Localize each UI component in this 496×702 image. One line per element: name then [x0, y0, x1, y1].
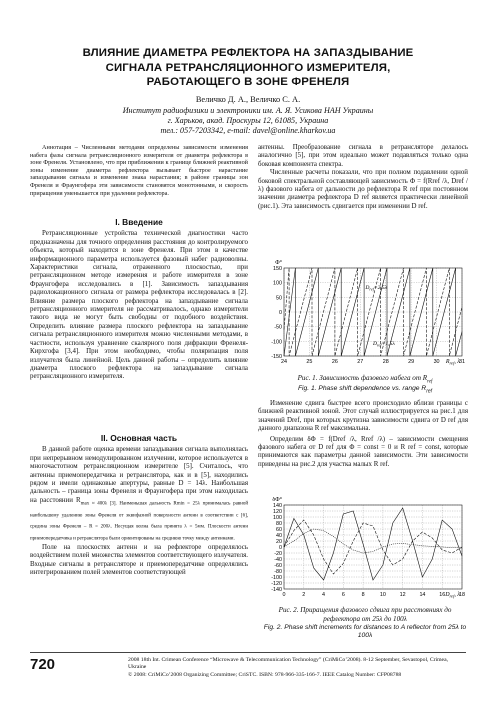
y-tick-label: -140 — [271, 587, 282, 593]
abstract — [30, 144, 248, 197]
main-text-2: Поле на плоскостях антенн и на рефлекторе определялось воздействием полей множества элементов соответствующего излучателя. Входные сигналы в ретрансляторе и приемопередатчике определялись интегрированием полей элементов соответствующей — [30, 543, 248, 577]
x-tick-label: 28 — [382, 359, 389, 365]
x-tick-label: 31 — [459, 359, 465, 365]
y-tick-label: 0 — [279, 545, 282, 551]
x-tick-label: 2 — [302, 592, 306, 598]
fig2-caption-ru: Рис. 2. Приращения фазового сдвига при расстояниях до рефлектора от 25λ до 100λ — [278, 606, 452, 623]
y-tick-label: -20 — [274, 551, 282, 557]
y-tick-label: 100 — [273, 515, 282, 521]
x-tick-label: 0 — [282, 592, 286, 598]
y-tick-label: -120 — [271, 581, 282, 587]
authors: Величко Д. А., Величко С. А. — [195, 95, 301, 104]
y-tick-label: 50 — [276, 295, 282, 302]
y-tick-label: 80 — [276, 521, 282, 527]
abstract-text: Аннотация – Численными методами определены зависимости изменения набега фазы сигнала ретрансляционного измерителя от диаметра рефлектора в зоне Френеля. Установлено, что при приближении к границе ближней реактивной зоны изменение диаметра рефлектора вызывает быстрое нарастание запаздывания сигнала и изменение знака нарастания; в районе границы зон Френеля и Фраунгофера эти зависимости становятся монотонными, и скорость приращения уменьшается при удалении рефлектора. — [30, 144, 248, 197]
y-tick-label: -100 — [271, 339, 282, 346]
x-tick-label: 10 — [379, 592, 386, 598]
x-tick-label: 18 — [459, 592, 465, 598]
y-tick-label: 140 — [273, 503, 282, 509]
right-text-2: Численные расчеты показали, что при полном подавлении одной боковой спектральной составляющей зависимость Φ = f(Rref /λ, Dref /λ) фазового набега от дальности до рефлектора R ref при постоянном значении диаметра рефлектора D ref является практически линейной (рис.1). Эта зависимость сдвигается при изменении D ref. — [258, 169, 468, 210]
x-tick-label: 26 — [331, 359, 338, 365]
footer-line-1: 2008 18th Int. Crimean Conference “Microwave & Telecommunication Technology” (CriMiCo’2008). 8-12 September, Sevastopol, Crimea, Ukraine — [128, 657, 449, 671]
y-tick-label: -50 — [274, 324, 282, 331]
y-tick-label: 20 — [276, 539, 282, 545]
x-tick-label: 29 — [408, 359, 415, 365]
x-tick-label: 16 — [439, 592, 446, 598]
y-tick-label: 40 — [276, 533, 282, 539]
x-tick-label: 12 — [399, 592, 406, 598]
y-tick-label: 60 — [276, 527, 282, 533]
affiliation-line-3: тел.: 057-7203342, e-mail: davel@online.kharkov.ua — [160, 125, 336, 135]
increment-chart — [262, 497, 468, 603]
phase-chart — [262, 258, 468, 372]
y-tick-label: -100 — [271, 575, 282, 581]
figure-2 — [262, 497, 468, 603]
right-column-top — [258, 144, 468, 211]
right-column-mid — [258, 400, 468, 469]
main-text-1: В данной работе оценка времени запаздывания сигнала выполнялась при непрерывном немодулированном излучении, которое используется в многочастотном ретрансляционном измерителе [5]. Считалось, что антенны приемопередатчика и ретранслятора, как и в [5], находились рядом и имели одинаковые апертуры, равные D = 14λ. Наибольшая дальность – граница зоны Френеля и Фраунгофера при этом находилась на расстоянии $R_{max \approx 400\lambda [3]. Наименьшая дальность Rmin = 25\lambda принималась равной наибольшему удалению зоны Френеля от эквифазной поверхности антенн в соответствии с [6], средина зоны Френеля - R = 200\lambda. Несущая волна была принята \lambda = 5мм. Плоскости антенн приемопередатчика и ретранслятора были ориентированы на среднюю точку между антеннами.}$ — [30, 446, 249, 542]
affiliation — [30, 106, 466, 135]
series-line — [284, 508, 462, 580]
footer-text — [128, 657, 466, 679]
y-tick-label: 0 — [279, 310, 282, 316]
affiliation-line-2: г. Харьков, акад. Проскуры 12, 61085, Украина — [167, 115, 329, 125]
intro-section — [30, 218, 248, 382]
right-text-4: Определим δΦ = f(Dref /λ, Rref /λ) – зависимости смещения фазового набега от D ref для Φ = const = 0 и R ref = const, которые принимаются как параметры данной зависимости. Эти зависимости приведены на рис.2 для участка малых R ref. — [258, 435, 469, 468]
y-tick-label: -80 — [274, 569, 282, 575]
intro-heading: I. Введение — [115, 217, 163, 227]
main-heading: II. Основная часть — [100, 433, 178, 443]
fig1-caption-en: Fig. 1. Phase shift dependence vs. range $R_{ref}$ — [297, 385, 433, 395]
y-tick-label: 120 — [273, 509, 282, 515]
x-tick-label: 8 — [361, 592, 365, 598]
y-tick-label: -60 — [274, 563, 282, 569]
fig1-caption-ru: Рис. 1. Зависимость фазового набега от $R_{ref}$ — [297, 374, 433, 385]
page-number: 720 — [30, 656, 56, 673]
y-tick-label: 100 — [273, 280, 282, 287]
title-line-3: РАБОТАЮЩЕГО В ЗОНЕ ФРЕНЕЛЯ — [146, 76, 350, 88]
figure-1 — [262, 258, 468, 372]
fig2-caption-en: Fig. 2. Phase shift increments for distances to A reflector from 25λ to 100λ — [263, 624, 467, 640]
x-tick-label: 6 — [341, 592, 345, 598]
y-tick-label: -150 — [271, 354, 282, 360]
right-text-1: антенны. Преобразование сигнала в ретрансляторе делалось аналогично [5], при этом идеально может подавляться только одна боковая компонента спектра. — [258, 144, 468, 168]
x-tick-label: 30 — [433, 359, 440, 365]
main-section — [30, 434, 248, 578]
right-text-3: Изменение сдвига быстрее всего происходило вблизи границы с ближней реактивной зоной. Этот случай иллюстрируется на рис.1 для значений Dref, при которых крутизна зависимости сдвига от D ref для данного диапазона R ref максимальна. — [258, 400, 468, 433]
footer-rule — [30, 652, 466, 653]
y-tick-label: 150 — [273, 266, 282, 272]
x-tick-label: 27 — [357, 359, 364, 365]
x-tick-label: 25 — [306, 359, 313, 365]
x-tick-label: 4 — [322, 592, 326, 598]
title-line-2: СИГНАЛА РЕТРАНСЛЯЦИОННОГО ИЗМЕРИТЕЛЯ, — [105, 61, 391, 74]
chart-annotation: $D_{ref}=2,5\lambda$ — [365, 285, 388, 292]
x-axis-label: $R_{ref}$, λ — [445, 359, 460, 366]
affiliation-line-1: Институт радиофизики и электроники им. А. Я. Усикова НАН Украины — [122, 106, 374, 115]
x-tick-label: 24 — [281, 359, 287, 365]
title-line-1: ВЛИЯНИЕ ДИАМЕТРА РЕФЛЕКТОРА НА ЗАПАЗДЫВАНИЕ — [82, 47, 414, 59]
y-axis-label: δΦ° — [272, 497, 282, 503]
x-axis-label: $D_{ref}$, λ — [445, 592, 460, 599]
y-axis-label: Φ° — [275, 260, 282, 266]
x-tick-label: 14 — [419, 592, 426, 598]
chart-annotation: $D_{ref}=1,5\lambda$ — [373, 340, 395, 348]
paper-title — [30, 46, 466, 90]
footer-line-2: © 2008: CriMiCo’2008 Organizing Committee; CriSTC. ISBN: 978-966-335-166-7. IEEE Catalog Number: CFP08788 — [128, 671, 402, 678]
intro-text: Ретрансляционные устройства технической диагностики часто предназначены для точного определения расстояния до контролируемого объекта, который находится в зоне Френеля. При этом в качестве информационного параметра используется фазовый набег радиоволны. Характеристики сигнала, отраженного плоскостью, при ретрансляционном методе измерения и работе измерителя в зоне Фраунгофера исследовались в [1]. Зависимость запаздывания радиолокационного сигнала от размера рефлектора исследовалась в [2]. Влияние размера плоского рефлектора на запаздывание сигнала ретрансляционного измерителя не рассматривалось, однако измерители такого вида не могут быть свободны от подобного воздействия. Определить влияние размера плоского рефлектора на запаздывание сигнала ретрансляционного измерителя можно численными методами, в частности, используя уравнение скалярного поля дифракции Френеля-Кирхгофа [3,4]. При этом необходимо, чтобы поляризация поля излучателя была линейной. Цель данной работы – определить влияние диаметра плоского рефлектора на запаздывание сигнала ретрансляционного измерителя. — [30, 230, 248, 381]
y-tick-label: -40 — [274, 557, 282, 563]
